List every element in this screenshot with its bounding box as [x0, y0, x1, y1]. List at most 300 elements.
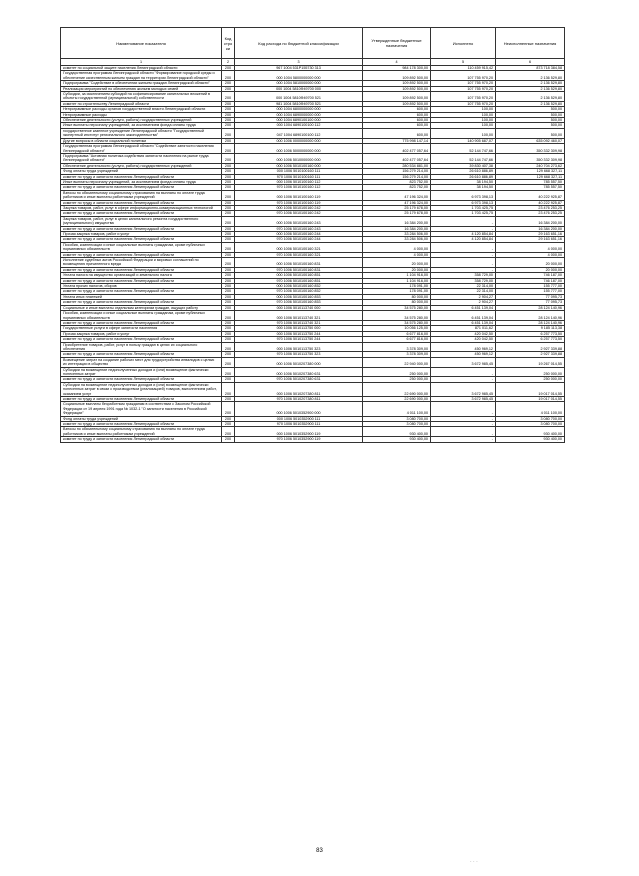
row-approved-amount: 80 000,00 [363, 300, 431, 305]
row-classification-code: 000 1004 5800000000 000 [235, 71, 363, 81]
row-name: комитет по труду и занятости населения Ленинградской области [61, 422, 222, 427]
table-row [61, 402, 565, 416]
row-line-code: 200 [222, 342, 235, 352]
row-remaining-amount: 500,00 [496, 118, 565, 123]
row-remaining-amount: 350 332 309,98 [496, 153, 565, 163]
row-remaining-amount: 2 136 529,80 [496, 81, 565, 86]
row-executed-amount: 26 610 886,89 [431, 169, 496, 174]
row-line-code: 200 [222, 258, 235, 268]
row-classification-code: 047 1004 6890100100 112 [235, 128, 363, 138]
row-classification-code: 000 1004 6890000000 000 [235, 112, 363, 117]
row-line-code: 200 [222, 216, 235, 226]
row-remaining-amount: 129 668 327,11 [496, 169, 565, 174]
row-line-code: 200 [222, 107, 235, 112]
row-remaining-amount: 19 017 014,55 [496, 397, 565, 402]
row-approved-amount: 4 011 100,00 [363, 402, 431, 416]
row-executed-amount: 107 755 970,20 [431, 81, 496, 86]
row-classification-code: 970 1006 5010100160 119 [235, 200, 363, 205]
row-name: комитет по труду и занятости населения Ленинградской области [61, 377, 222, 382]
row-line-code: 200 [222, 101, 235, 106]
row-remaining-amount: 2 136 529,80 [496, 71, 565, 81]
row-executed-amount: 3 672 985,45 [431, 382, 496, 396]
column-number: 3 [235, 59, 363, 66]
row-approved-amount: 47 196 324,00 [363, 190, 431, 200]
row-approved-amount: 47 196 324,00 [363, 200, 431, 205]
row-name: Субсидии на возмещение недополученных доходов и (или) возмещение фактически понесенных затрат [61, 367, 222, 377]
row-approved-amount: 109 892 500,00 [363, 92, 431, 102]
row-name: Приобретение товаров, работ, услуг в пользу граждан в целях их социального обеспечения [61, 342, 222, 352]
row-classification-code: 970 1006 5010100160 243 [235, 226, 363, 231]
row-approved-amount: 16 384 200,00 [363, 226, 431, 231]
row-name: комитет по труду и занятости населения Ленинградской области [61, 252, 222, 257]
row-classification-code: 000 1006 5010100160 321 [235, 242, 363, 252]
row-approved-amount: 600,00 [363, 112, 431, 117]
header-approved: Утвержденные бюджетные назначения [363, 28, 431, 59]
table-row [61, 123, 565, 128]
row-line-code: 200 [222, 174, 235, 179]
row-name: Пособия, компенсации и иные социальные выплаты гражданам, кроме публичных нормативных обязательств [61, 311, 222, 321]
row-approved-amount: 1 104 916,00 [363, 278, 431, 283]
row-remaining-amount: 746 187,00 [496, 273, 565, 278]
row-executed-amount: 450 969,12 [431, 342, 496, 352]
column-number: 6 [496, 59, 565, 66]
row-approved-amount: 109 892 500,00 [363, 86, 431, 91]
row-approved-amount: 250 000,00 [363, 377, 431, 382]
row-remaining-amount: 29 163 651,16 [496, 237, 565, 242]
row-approved-amount: 109 892 500,00 [363, 71, 431, 81]
row-remaining-amount: 4 000,00 [496, 242, 565, 252]
row-remaining-amount: 250 000,00 [496, 377, 565, 382]
row-classification-code: 970 1006 5010352900 111 [235, 422, 363, 427]
table-row [61, 144, 565, 154]
row-name: государственное казенное учреждение Ленинградской области "Государственный экспертный институт регионального законодательства" [61, 128, 222, 138]
row-executed-amount: 39 830 407,38 [431, 163, 496, 168]
row-line-code: 200 [222, 226, 235, 231]
row-line-code: 200 [222, 273, 235, 278]
row-classification-code: 970 1006 5010100160 111 [235, 174, 363, 179]
row-remaining-amount: 40 222 925,87 [496, 190, 565, 200]
row-executed-amount: 107 755 970,20 [431, 86, 496, 91]
row-name: Обеспечение деятельности (услуги, работы) государственных учреждений [61, 118, 222, 123]
row-classification-code: 970 1006 5010100160 321 [235, 252, 363, 257]
column-number: 1 [61, 59, 222, 66]
row-approved-amount: 178 091,00 [363, 284, 431, 289]
row-line-code: 200 [222, 81, 235, 86]
row-executed-amount: 110 459 915,42 [431, 66, 496, 71]
row-executed-amount: - [431, 367, 496, 377]
row-executed-amount: 420 042,50 [431, 337, 496, 342]
table-row [61, 86, 565, 91]
row-approved-amount: 22 690 000,00 [363, 397, 431, 402]
row-executed-amount: - [431, 226, 496, 231]
row-approved-amount: 3 378 309,00 [363, 342, 431, 352]
row-approved-amount: 16 384 200,00 [363, 216, 431, 226]
row-executed-amount: 22 314,00 [431, 289, 496, 294]
row-name: Закупка товаров, работ, услуг в сфере информационно-коммуникационных технологий [61, 205, 222, 210]
table-row [61, 153, 565, 163]
row-remaining-amount: 500,00 [496, 123, 565, 128]
row-executed-amount: 1 703 425,75 [431, 205, 496, 210]
budget-execution-table [60, 27, 565, 443]
row-classification-code: 000 1006 5010113750 244 [235, 331, 363, 336]
row-name: Возмещение затрат на создание рабочих мест для трудоустройства инвалидов с целью их интеграции в общество [61, 357, 222, 367]
row-classification-code: 000 1006 5010100160 243 [235, 216, 363, 226]
row-classification-code: 981 1004 5810Ф49700 521 [235, 101, 363, 106]
row-remaining-amount: 40 222 925,87 [496, 200, 565, 205]
row-line-code: 200 [222, 252, 235, 257]
row-remaining-amount: 873 718 384,58 [496, 66, 565, 71]
row-approved-amount: 22 690 000,00 [363, 382, 431, 396]
row-line-code: 200 [222, 352, 235, 357]
row-line-code: 200 [222, 294, 235, 299]
row-classification-code: 000 1004 6890100100 000 [235, 118, 363, 123]
table-row [61, 382, 565, 396]
row-remaining-amount: 635 092 460,07 [496, 138, 565, 143]
row-line-code: 200 [222, 278, 235, 283]
row-approved-amount: 250 000,00 [363, 367, 431, 377]
row-approved-amount: 930 400,00 [363, 437, 431, 442]
row-remaining-amount: 6 257 773,50 [496, 337, 565, 342]
row-name: Уплата иных платежей [61, 294, 222, 299]
row-approved-amount: 156 279 214,00 [363, 169, 431, 174]
row-remaining-amount: 29 163 651,16 [496, 232, 565, 237]
row-remaining-amount: 2 927 339,88 [496, 342, 565, 352]
row-name: комитет по труду и занятости населения Ленинградской области [61, 437, 222, 442]
row-remaining-amount: 500,00 [496, 107, 565, 112]
row-classification-code: 000 1006 0000000000 000 [235, 138, 363, 143]
row-classification-code: 970 1006 5010100160 853 [235, 300, 363, 305]
row-executed-amount: 6 973 398,13 [431, 200, 496, 205]
row-remaining-amount: 155 777,00 [496, 289, 565, 294]
table-row [61, 71, 565, 81]
row-approved-amount: 1 104 916,00 [363, 273, 431, 278]
row-name: комитет по труду и занятости населения Ленинградской области [61, 300, 222, 305]
row-classification-code: 000 1004 5810000000 000 [235, 81, 363, 86]
row-remaining-amount: 785 557,50 [496, 179, 565, 184]
row-name: комитет по труду и занятости населения Ленинградской области [61, 237, 222, 242]
row-name: Прочая закупка товаров, работ и услуг [61, 331, 222, 336]
row-executed-amount: - [431, 416, 496, 421]
row-executed-amount: 52 144 747,66 [431, 153, 496, 163]
row-classification-code: 970 1006 5010207380 631 [235, 377, 363, 382]
row-line-code: 200 [222, 169, 235, 174]
row-name: Непрограммные расходы органов государственной власти Ленинградской области [61, 107, 222, 112]
row-remaining-amount: 3 080 700,00 [496, 422, 565, 427]
table-row [61, 205, 565, 210]
row-executed-amount: 100,00 [431, 112, 496, 117]
row-line-code: 200 [222, 205, 235, 210]
row-executed-amount: - [431, 422, 496, 427]
row-remaining-amount: 3 080 700,00 [496, 416, 565, 421]
row-name: комитет по труду и занятости населения Ленинградской области [61, 397, 222, 402]
row-approved-amount: 34 575 280,00 [363, 320, 431, 325]
table-row [61, 66, 565, 71]
row-classification-code: 000 1004 5810Ф49700 521 [235, 92, 363, 102]
row-name: Фонд оплаты труда учреждений [61, 416, 222, 421]
row-classification-code: 000 1006 5010207380 000 [235, 357, 363, 367]
row-remaining-amount: 28 124 140,96 [496, 320, 565, 325]
header-name: Наименование показателя [61, 28, 222, 59]
row-remaining-amount: 23 476 253,25 [496, 205, 565, 210]
row-line-code: 200 [222, 86, 235, 91]
table-row [61, 185, 565, 190]
row-line-code: 200 [222, 112, 235, 117]
column-number-row [61, 59, 565, 66]
row-approved-amount: 4 000,00 [363, 252, 431, 257]
row-remaining-amount: 2 136 529,80 [496, 86, 565, 91]
row-classification-code: 970 1006 5010100160 242 [235, 211, 363, 216]
row-line-code: 200 [222, 267, 235, 272]
table-row [61, 128, 565, 138]
row-remaining-amount: 16 384 200,00 [496, 226, 565, 231]
row-name: комитет по труду и занятости населения Ленинградской области [61, 320, 222, 325]
row-line-code: 200 [222, 163, 235, 168]
table-row [61, 92, 565, 102]
table-row [61, 237, 565, 242]
page-number: 83 [316, 848, 323, 854]
row-remaining-amount: 2 136 529,80 [496, 101, 565, 106]
row-remaining-amount: 19 017 014,55 [496, 382, 565, 396]
row-executed-amount: 358 729,00 [431, 278, 496, 283]
table-row [61, 326, 565, 331]
row-approved-amount: 823 752,00 [363, 185, 431, 190]
row-remaining-amount: 9 185 113,38 [496, 326, 565, 331]
row-approved-amount: 20 000,00 [363, 258, 431, 268]
row-name: Прочая закупка товаров, работ и услуг [61, 232, 222, 237]
row-executed-amount: 38 194,50 [431, 179, 496, 184]
table-header-row [61, 28, 565, 59]
row-name: комитет по труду и занятости населения Ленинградской области [61, 289, 222, 294]
table-row [61, 427, 565, 437]
row-executed-amount: 107 755 970,20 [431, 71, 496, 81]
row-line-code: 200 [222, 242, 235, 252]
table-row [61, 242, 565, 252]
row-name: Подпрограмма "Активная политика содействия занятости населения на рынке труда Ленинградской области" [61, 153, 222, 163]
row-approved-amount: 3 080 700,00 [363, 422, 431, 427]
row-name: Субсидии на возмещение недополученных доходов и (или) возмещение фактически понесенных затрат в связи с производством (реализацией) товаров, выполнением работ, оказанием услуг [61, 382, 222, 396]
row-line-code: 200 [222, 427, 235, 437]
row-executed-amount: 22 314,00 [431, 284, 496, 289]
row-approved-amount: 600,00 [363, 123, 431, 128]
row-line-code: 200 [222, 300, 235, 305]
row-remaining-amount: 4 000,00 [496, 252, 565, 257]
row-classification-code: 000 1006 5010113740 000 [235, 305, 363, 310]
row-classification-code: 970 1006 5010100160 852 [235, 289, 363, 294]
row-executed-amount: - [431, 402, 496, 416]
row-approved-amount: 178 091,00 [363, 289, 431, 294]
row-line-code: 200 [222, 382, 235, 396]
row-remaining-amount: 6 257 773,50 [496, 331, 565, 336]
row-remaining-amount: 4 011 100,00 [496, 402, 565, 416]
row-remaining-amount: 20 000,00 [496, 258, 565, 268]
row-name: Государственная программа Ленинградской области "Формирование городской среды и обеспечение качественным жильем граждан на территории Ленинградской области" [61, 71, 222, 81]
row-classification-code: 970 1006 5010100160 244 [235, 237, 363, 242]
row-executed-amount: 107 755 970,20 [431, 101, 496, 106]
row-classification-code: 000 1004 6890100100 112 [235, 123, 363, 128]
row-executed-amount: - [431, 437, 496, 442]
row-approved-amount: 930 400,00 [363, 427, 431, 437]
row-classification-code: 000 1006 5010113740 321 [235, 311, 363, 321]
row-line-code: 200 [222, 190, 235, 200]
table-row [61, 278, 565, 283]
row-executed-amount: 4 120 854,84 [431, 237, 496, 242]
row-approved-amount: 10 056 125,00 [363, 326, 431, 331]
row-approved-amount: 25 179 678,00 [363, 205, 431, 210]
row-line-code: 200 [222, 153, 235, 163]
row-classification-code: 000 1006 5010100160 851 [235, 273, 363, 278]
row-remaining-amount: 785 557,50 [496, 185, 565, 190]
row-executed-amount: 6 973 398,13 [431, 190, 496, 200]
row-name: комитет по труду и занятости населения Ленинградской области [61, 200, 222, 205]
table-row [61, 357, 565, 367]
row-name: Непрограммные расходы [61, 112, 222, 117]
row-name: Взносы по обязательному социальному страхованию на выплаты по оплате труда работников и иные выплаты работникам учреждений [61, 427, 222, 437]
row-name: комитет по труду и занятости населения Ленинградской области [61, 226, 222, 231]
table-row [61, 211, 565, 216]
row-approved-amount: 3 080 700,00 [363, 416, 431, 421]
row-name: Пособия, компенсации и иные социальные выплаты гражданам, кроме публичных нормативных обязательств [61, 242, 222, 252]
row-name: Иные выплаты персоналу учреждений, за исключением фонда оплаты труда [61, 123, 222, 128]
table-row [61, 258, 565, 268]
table-row [61, 273, 565, 278]
row-line-code: 200 [222, 185, 235, 190]
row-remaining-amount: 77 095,73 [496, 294, 565, 299]
row-approved-amount: 34 575 280,00 [363, 311, 431, 321]
row-line-code: 200 [222, 377, 235, 382]
table-row [61, 190, 565, 200]
row-name: Закупка товаров, работ, услуг в целях капитального ремонта государственного (муниципального) имущества [61, 216, 222, 226]
row-name: комитет по труду и занятости населения Ленинградской области [61, 337, 222, 342]
row-classification-code: 970 1006 5010100160 851 [235, 278, 363, 283]
table-row [61, 81, 565, 86]
row-classification-code: 970 1006 5010113750 244 [235, 337, 363, 342]
row-approved-amount: 600,00 [363, 118, 431, 123]
row-remaining-amount: 129 668 327,11 [496, 174, 565, 179]
row-name: Взносы по обязательному социальному страхованию на выплаты по оплате труда работников и иные выплаты работникам учреждений [61, 190, 222, 200]
row-approved-amount: 402 477 057,64 [363, 153, 431, 163]
row-executed-amount: 107 755 970,20 [431, 92, 496, 102]
row-remaining-amount: 500,00 [496, 112, 565, 117]
row-remaining-amount: 250 000,00 [496, 367, 565, 377]
row-executed-amount: - [431, 267, 496, 272]
row-line-code: 200 [222, 289, 235, 294]
row-executed-amount: 140 905 687,07 [431, 138, 496, 143]
row-name: Социальные выплаты безработным гражданам в соответствии с Законом Российской Федерации от 19 апреля 1991 года № 1032-1 "О занятости населения в Российской Федерации" [61, 402, 222, 416]
row-line-code: 200 [222, 200, 235, 205]
row-approved-amount: 80 000,00 [363, 294, 431, 299]
row-approved-amount: 156 279 214,00 [363, 174, 431, 179]
row-classification-code: 000 1006 5010207380 631 [235, 367, 363, 377]
row-executed-amount: 100,00 [431, 118, 496, 123]
row-line-code: 200 [222, 237, 235, 242]
row-executed-amount: - [431, 258, 496, 268]
row-line-code: 200 [222, 416, 235, 421]
row-line-code: 200 [222, 144, 235, 154]
row-classification-code: 000 1006 5010207380 811 [235, 382, 363, 396]
column-number: 4 [363, 59, 431, 66]
row-classification-code: 000 1006 5010100160 852 [235, 284, 363, 289]
row-executed-amount: - [431, 252, 496, 257]
header-executed: Исполнено [431, 28, 496, 59]
row-executed-amount: 6 451 139,04 [431, 311, 496, 321]
row-remaining-amount: 350 332 309,98 [496, 144, 565, 154]
row-line-code: 200 [222, 284, 235, 289]
row-name: Фонд оплаты труда учреждений [61, 169, 222, 174]
row-name: комитет по труду и занятости населения Ленинградской области [61, 174, 222, 179]
row-remaining-amount: 746 187,00 [496, 278, 565, 283]
row-approved-amount: 823 752,00 [363, 179, 431, 184]
row-executed-amount: - [431, 242, 496, 252]
row-name: Другие вопросы в области социальной политики [61, 138, 222, 143]
table-row [61, 216, 565, 226]
table-row [61, 118, 565, 123]
row-remaining-amount: 155 777,00 [496, 284, 565, 289]
row-classification-code: 970 1006 5010100160 112 [235, 185, 363, 190]
row-executed-amount: 358 729,00 [431, 273, 496, 278]
table-row [61, 397, 565, 402]
header-code: Код стро ки [222, 28, 235, 59]
row-approved-amount: 33 284 506,00 [363, 232, 431, 237]
row-line-code: 200 [222, 397, 235, 402]
row-line-code: 200 [222, 179, 235, 184]
row-approved-amount: 22 940 000,00 [363, 357, 431, 367]
row-executed-amount: 52 144 747,66 [431, 144, 496, 154]
row-name: комитет по строительству Ленинградской области [61, 101, 222, 106]
table-row [61, 311, 565, 321]
row-classification-code: 000 1004 6800000000 000 [235, 107, 363, 112]
row-approved-amount: 775 998 147,14 [363, 138, 431, 143]
row-name: Государственные услуги в сфере занятости населения [61, 326, 222, 331]
row-executed-amount: 420 042,50 [431, 331, 496, 336]
row-executed-amount: 871 011,62 [431, 326, 496, 331]
table-row [61, 138, 565, 143]
row-name: Реализация мероприятий по обеспечению жильем молодых семей [61, 86, 222, 91]
row-name: Субсидии, за исключением субсидий на софинансирование капитальных вложений в объекты государственной (муниципальной) собственности [61, 92, 222, 102]
row-name: комитет по труду и занятости населения Ленинградской области [61, 185, 222, 190]
row-classification-code: 000 1006 5000000000 000 [235, 144, 363, 154]
scan-specks: · · · [470, 859, 478, 865]
row-approved-amount: 6 677 816,00 [363, 337, 431, 342]
row-line-code: 200 [222, 311, 235, 321]
row-executed-amount: 4 120 854,84 [431, 232, 496, 237]
row-approved-amount: 6 677 816,00 [363, 331, 431, 336]
row-executed-amount: 100,00 [431, 128, 496, 138]
row-line-code: 200 [222, 118, 235, 123]
row-name: Социальные и иные выплаты отдельным категориям граждан, ищущих работу [61, 305, 222, 310]
row-approved-amount: 402 477 057,64 [363, 144, 431, 154]
row-name: Обеспечение деятельности (услуги, работы) государственных учреждений [61, 163, 222, 168]
row-classification-code: 000 1004 5810Ф49700 000 [235, 86, 363, 91]
row-executed-amount: 3 672 985,45 [431, 357, 496, 367]
row-classification-code: 970 1006 5010113740 321 [235, 320, 363, 325]
row-name: Уплата прочих налогов, сборов [61, 284, 222, 289]
row-classification-code: 970 1006 5010100160 831 [235, 267, 363, 272]
row-executed-amount: 100,00 [431, 123, 496, 128]
row-executed-amount: 6 451 139,04 [431, 320, 496, 325]
row-line-code: 200 [222, 232, 235, 237]
row-name: комитет по труду и занятости населения Ленинградской области [61, 211, 222, 216]
row-name: Уплата налога на имущество организаций и земельного налога [61, 273, 222, 278]
table-row [61, 352, 565, 357]
table-row [61, 337, 565, 342]
row-remaining-amount: 930 400,00 [496, 437, 565, 442]
row-executed-amount: 450 969,12 [431, 352, 496, 357]
table-row [61, 300, 565, 305]
row-classification-code: 000 1006 5010113750 000 [235, 326, 363, 331]
row-approved-amount: 4 000,00 [363, 242, 431, 252]
row-remaining-amount: 240 704 273,62 [496, 163, 565, 168]
row-classification-code: 000 1006 5010000000 000 [235, 153, 363, 163]
